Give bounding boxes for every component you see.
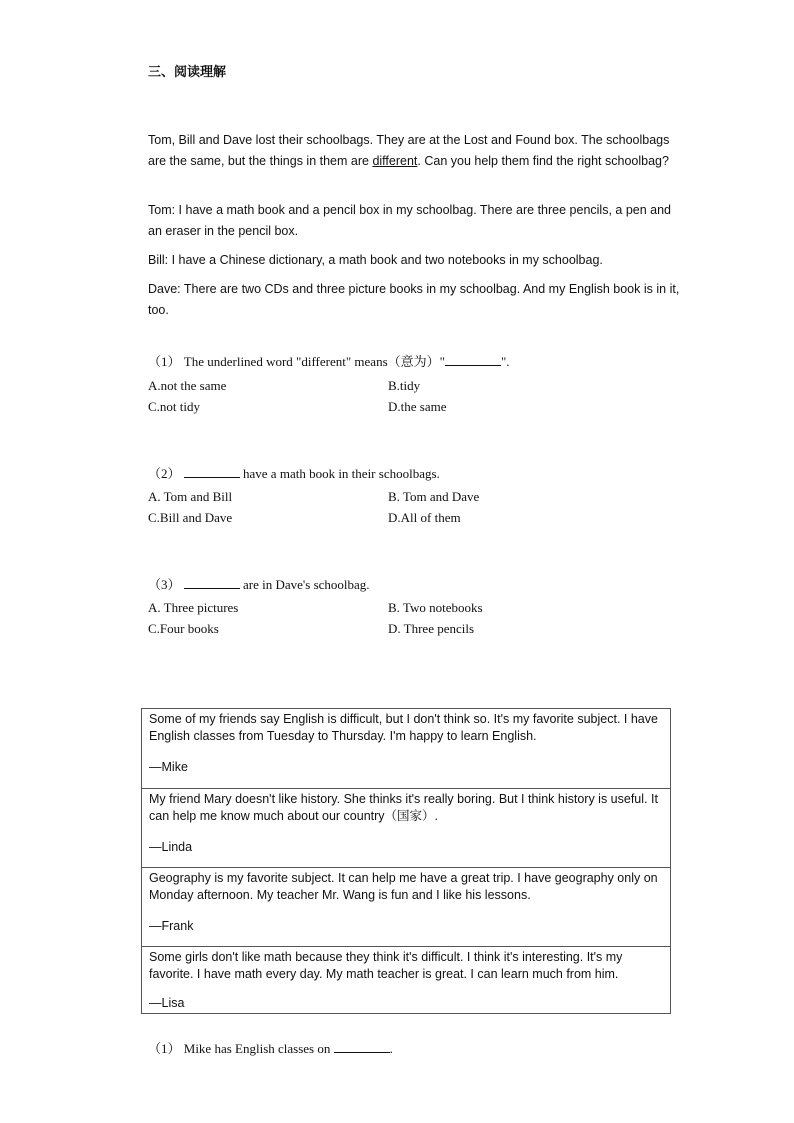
question-text: The underlined word "different" means（意为）" [180, 354, 445, 369]
passage-table [141, 708, 671, 1014]
question-text: ". [500, 354, 510, 369]
cell-signature: —Linda [149, 840, 193, 854]
cell-signature: —Mike [149, 760, 188, 774]
passage-paragraph-1 [148, 130, 688, 172]
answer-blank[interactable] [334, 1040, 390, 1053]
question-number: （3） [148, 577, 181, 592]
passage-paragraph-3: Bill: I have a Chinese dictionary, a math book and two notebooks in my schoolbag. [148, 253, 603, 267]
question-3 [148, 576, 370, 594]
option-a[interactable]: A. Three pictures [148, 600, 239, 615]
question-2 [148, 465, 440, 483]
cell-text: Some girls don't like math because they think it's difficult. I think it's interesting. It's my favorite. I have math every day. My math teacher is great. I can learn much from him. [149, 950, 623, 981]
answer-blank[interactable] [184, 465, 240, 478]
option-d[interactable]: D.the same [388, 399, 447, 414]
option-b[interactable]: B. Tom and Dave [388, 489, 480, 504]
table-cell-mike [142, 709, 670, 788]
underlined-word: different [372, 154, 418, 168]
option-a[interactable]: A.not the same [148, 378, 227, 393]
question-number: （1） [148, 1041, 181, 1056]
question-number: （2） [148, 466, 181, 481]
option-c[interactable]: C.Bill and Dave [148, 510, 233, 525]
answer-blank[interactable] [184, 576, 240, 589]
table-cell-lisa [142, 946, 670, 1013]
table-cell-frank [142, 867, 670, 946]
passage-paragraph-4: Dave: There are two CDs and three picture books in my schoolbag. And my English book is in it, too. [148, 282, 680, 317]
question-number: （1） [148, 354, 181, 369]
option-a[interactable]: A. Tom and Bill [148, 489, 233, 504]
question-1 [148, 353, 510, 371]
cell-signature: —Lisa [149, 996, 185, 1010]
question-text: Mike has English classes on [180, 1041, 334, 1056]
question-text: . [389, 1041, 393, 1056]
answer-blank[interactable] [445, 353, 501, 366]
option-c[interactable]: C.not tidy [148, 399, 201, 414]
cell-text: My friend Mary doesn't like history. She thinks it's really boring. But I think history is useful. It can help me know much about our country（国家）. [149, 792, 658, 823]
paragraph-text: . Can you help them find the right schoolbag? [417, 154, 669, 168]
passage-paragraph-2: Tom: I have a math book and a pencil box in my schoolbag. There are three pencils, a pen and an eraser in the pencil box. [148, 203, 672, 238]
paragraph-text: Tom, Bill and Dave lost their schoolbags. They are at the Lost and Found box. The schoolbags are the same, but the things in them are [148, 133, 670, 168]
option-d[interactable]: D.All of them [388, 510, 461, 525]
option-d[interactable]: D. Three pencils [388, 621, 475, 636]
table-cell-linda [142, 788, 670, 867]
option-b[interactable]: B.tidy [388, 378, 421, 393]
option-b[interactable]: B. Two notebooks [388, 600, 483, 615]
option-c[interactable]: C.Four books [148, 621, 219, 636]
question-text: are in Dave's schoolbag. [239, 577, 370, 592]
question-text: have a math book in their schoolbags. [239, 466, 440, 481]
question-2-1 [148, 1040, 393, 1058]
cell-signature: —Frank [149, 919, 194, 933]
cell-text: Geography is my favorite subject. It can help me have a great trip. I have geography only on Monday afternoon. My teacher Mr. Wang is fun and I like his lessons. [149, 871, 658, 902]
section-title: 三、阅读理解 [148, 64, 227, 79]
cell-text: Some of my friends say English is difficult, but I don't think so. It's my favorite subject. I have English classes from Tuesday to Thursday. I'm happy to learn English. [149, 712, 658, 743]
